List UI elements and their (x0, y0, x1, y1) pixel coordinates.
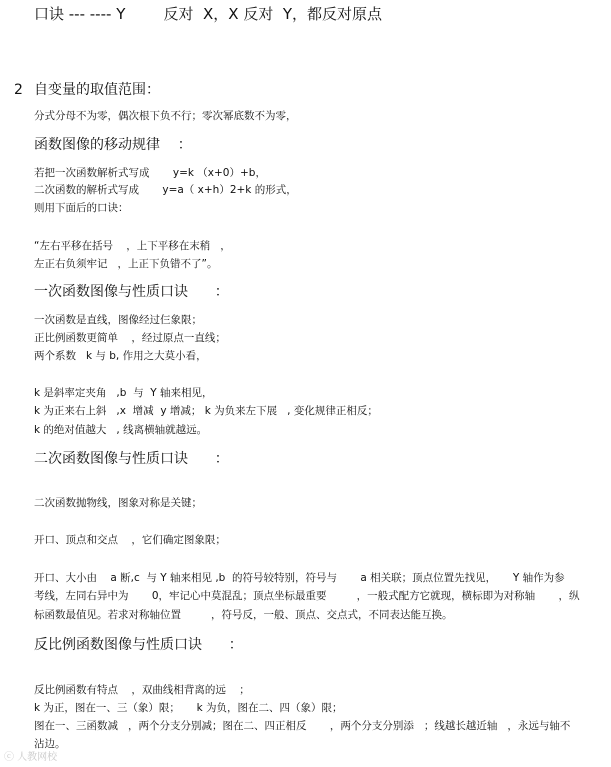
watermark: ⓒ 人教网校 (4, 752, 58, 763)
linear-line-6: k 的绝对值越大 , 线离横轴就越远。 (34, 424, 208, 436)
shift-line-5: 左正右负须牢记 ，上正下负错不了”。 (34, 258, 218, 270)
section-title-domain: 自变量的取值范围： (34, 82, 160, 98)
domain-rule-text: 分式分母不为零，偶次根下负不行；零次幂底数不为零， (34, 110, 297, 122)
linear-line-2: 正比例函数更简单 ，经过原点一直线； (34, 332, 226, 344)
quadratic-line-2: 开口、顶点和交点 ，它们确定图象限； (34, 534, 226, 546)
shift-line-3: 则用下面后的口诀： (34, 202, 129, 214)
shift-line-1: 若把一次函数解析式写成 y=k （x+0）+b， (34, 167, 266, 179)
quadratic-line-1: 二次函数抛物线，图象对称是关键； (34, 497, 202, 509)
shift-line-2: 二次函数的解析式写成 y=a（ x+h）2+k 的形式， (34, 184, 297, 196)
top-mnemonic-line: 口诀 --- ---- Y 反对 X，X 反对 Y，都反对原点 (34, 5, 383, 23)
heading-inverse-function: 反比例函数图像与性质口诀 ： (34, 637, 243, 653)
linear-line-3: 两个系数 k 与 b, 作用之大莫小看， (34, 350, 207, 362)
linear-line-1: 一次函数是直线，图像经过仨象限； (34, 314, 202, 326)
section-number: 2 (14, 82, 23, 98)
inverse-line-4: 沾边。 (34, 738, 66, 750)
shift-line-4: “左右平移在括号 ，上下平移在末稍 ， (34, 240, 231, 252)
heading-linear-function: 一次函数图像与性质口诀 ： (34, 284, 229, 300)
quadratic-line-5: 标函数最值见。若求对称轴位置 ，符号反，一般、顶点、交点式，不同表达能互换。 (34, 609, 453, 621)
inverse-line-3: 图在一、三函数减 ，两个分支分别减；图在二、四正相反 ，两个分支分别添 ；线越长越近轴 ，永远与轴不 (34, 720, 571, 732)
quadratic-line-4: 考线，左同右异中为 0，牢记心中莫混乱；顶点坐标最重要 ，一般式配方它就现，横标即为对称轴 ，纵 (34, 590, 580, 602)
linear-line-4: k 是斜率定夹角 ,b 与 Y 轴来相见， (34, 387, 213, 399)
heading-graph-shift: 函数图像的移动规律 ： (34, 137, 192, 153)
quadratic-line-3: 开口、大小由 a 断,c 与 Y 轴来相见 ,b 的符号较特别，符号与 a 相关联；顶点位置先找见， Y 轴作为参 (34, 572, 565, 584)
inverse-line-1: 反比例函数有特点 ，双曲线相背离的远 ； (34, 684, 250, 696)
linear-line-5: k 为正来右上斜 ,x 增减 y 增减； k 为负来左下展 , 变化规律正相反； (34, 405, 378, 417)
heading-quadratic-function: 二次函数图像与性质口诀 ： (34, 451, 229, 467)
inverse-line-2: k 为正，图在一、三（象）限； k 为负，图在二、四（象）限； (34, 702, 343, 714)
